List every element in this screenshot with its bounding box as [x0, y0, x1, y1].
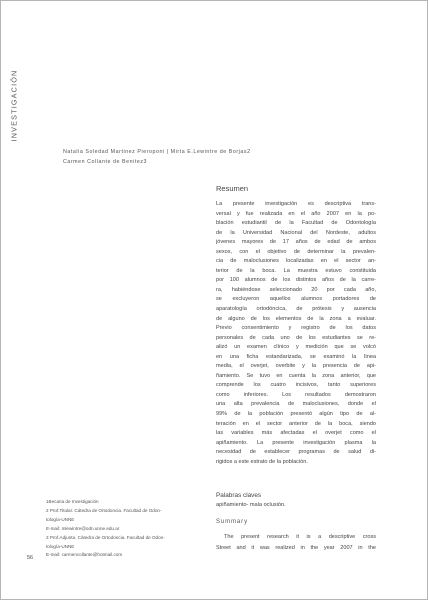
abstract-line: una alta prevalencia de maloclusiones, donde el	[216, 401, 376, 408]
abstract-line: jóvenes mayores de 17 años de edad de ambos	[216, 239, 376, 246]
abstract-line: blación estudiantil de la Facultad de Odontología	[216, 220, 376, 227]
abstract-line: 99% de la población presentó algún tipo de al-	[216, 411, 376, 418]
abstract-line: Previo consentimiento y registro de los datos	[216, 325, 376, 332]
abstract-line: como inferiores. Los resultados demostraron	[216, 391, 376, 398]
abstract-line: de alguno de los elementos de la zona a evaluar.	[216, 315, 376, 322]
author-1: Natalia Soledad Martinez Pieroponi	[63, 149, 165, 155]
abstract-line: apiñamiento. La presente investigación plasma la	[216, 439, 376, 446]
abstract-line: necesidad de establecer programas de salud di-	[216, 449, 376, 456]
abstract-line: versal y fue realizada en el año 2007 en la po-	[216, 210, 376, 217]
abstract-line: las variables más afectadas el overjet como el	[216, 430, 376, 437]
keywords-title: Palabras claves	[216, 492, 262, 499]
footnote-line: tología-UNNE	[46, 543, 75, 549]
footnote-line: tología-UNNE	[46, 516, 75, 522]
summary-line: Street and it was realized in the year 2007 in the	[216, 545, 376, 551]
footnote-line: 3 Prof.Adjunta. Cátedra de Ortodoncia. Facultad de Odon-	[46, 534, 165, 540]
author-2: Mirta E.Lewintre de Borjas2	[170, 149, 251, 155]
abstract-line: terior de la boca. La muestra estuvo constituida	[216, 267, 376, 274]
footnotes	[46, 498, 206, 560]
abstract-line: por 100 alumnos de los distintos años de la carre-	[216, 277, 376, 284]
abstract-line: personales de cada uno de los estudiantes se re-	[216, 334, 376, 341]
author-line-2	[63, 157, 363, 167]
abstract-body	[216, 200, 376, 467]
keywords-text: apiñamiento- mala oclusión.	[216, 502, 286, 508]
page-number: 56	[27, 555, 33, 561]
abstract-line: alizó un examen clínico y medición que se volcó	[216, 344, 376, 351]
abstract-line: La presente investigación es descriptiva trans-	[216, 201, 376, 207]
footnote-line: 2 Prof.Titular. Cátedra de Ortodoncia. Facultad de Odon-	[46, 507, 162, 513]
abstract-line: sexos, con el objetivo de determinar la prevalen-	[216, 248, 376, 255]
footnote-line: E-mail: carmencollante@hotmail.com	[46, 552, 123, 558]
author-3: Carmen Collante de Benitez3	[63, 159, 148, 165]
summary-body	[216, 532, 376, 554]
abstract-title: Resumen	[216, 184, 249, 193]
abstract-line: de la Universidad Nacional del Nordeste, adultos	[216, 229, 376, 236]
footnote-line: E-mail: mlewintre@odn.unne.edu.ar	[46, 525, 120, 531]
abstract-line: media, el overjet, overbite y la presencia de api-	[216, 363, 376, 370]
abstract-line: teración en el sector anterior de la boca, siendo	[216, 420, 376, 427]
section-label-text: INVESTIGACIÓN	[9, 69, 19, 142]
abstract-line: cia de maloclusiones localizadas en el sector an-	[216, 258, 376, 265]
author-line-1	[63, 147, 363, 157]
abstract-line: se excluyeron aquellos alumnos portadores de	[216, 296, 376, 303]
abstract-line: ra, habiéndose seleccionado 20 por cada año,	[216, 286, 376, 293]
abstract-line: rigidos a este estrato de la población.	[216, 458, 308, 465]
abstract-line: ñamiento. Se tuvo en cuenta la zona anterior, que	[216, 372, 376, 379]
summary-title: Summary	[216, 519, 248, 525]
author-separator: |	[166, 149, 169, 155]
footnote-line: 1Becaria de Investigación	[46, 499, 99, 504]
abstract-line: comprende los cuatro incisivos, tanto superiores	[216, 382, 376, 389]
author-list	[63, 147, 363, 167]
abstract-line: en una ficha estandarizada, se examinó la línea	[216, 353, 376, 360]
summary-line: The present research it is a descriptive cross	[224, 534, 376, 540]
abstract-line: aparatología ortodóncica, de prótesis y ausencia	[216, 306, 376, 313]
section-label	[7, 57, 21, 147]
